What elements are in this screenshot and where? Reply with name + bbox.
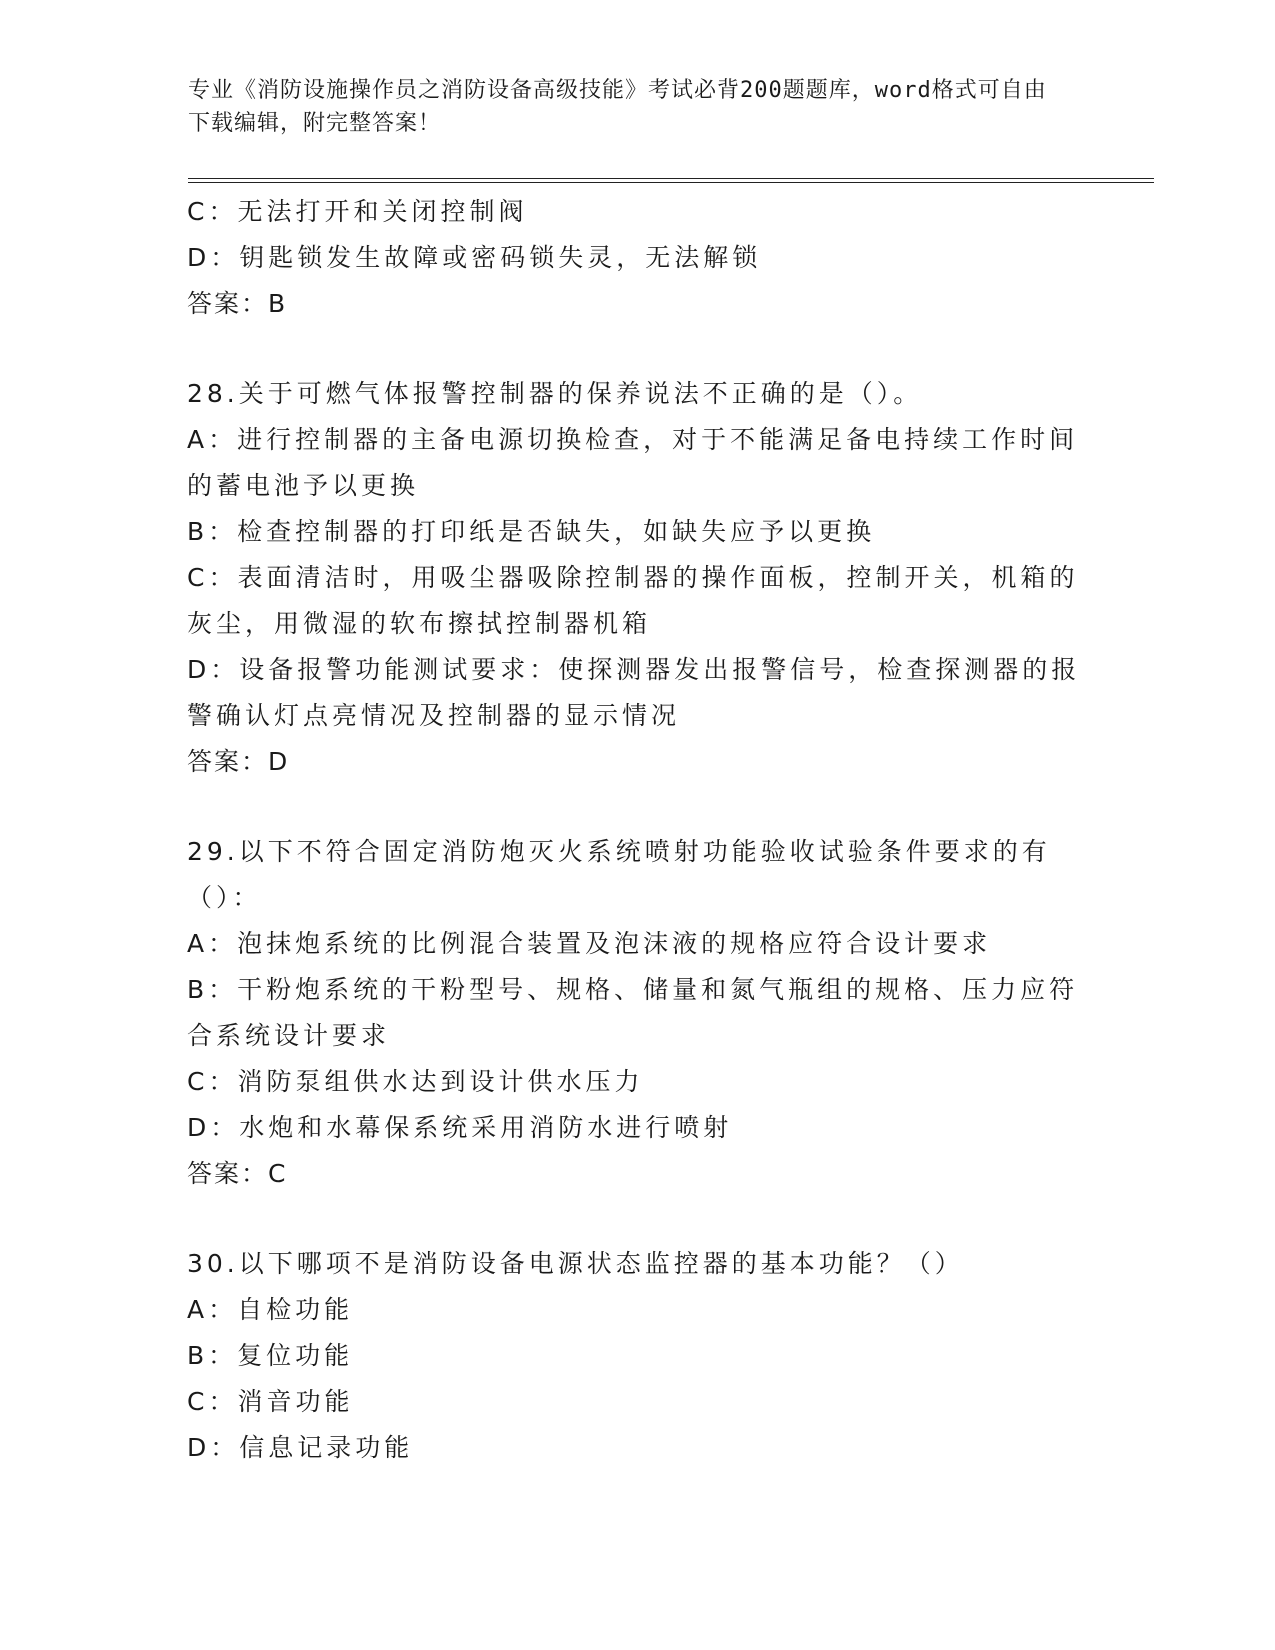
- question-block-28: [187, 371, 1087, 785]
- header-double-rule: [188, 178, 1154, 183]
- q27-answer: 答案：B: [187, 289, 288, 318]
- option-b: B：复位功能: [187, 1341, 354, 1370]
- option-b: B：检查控制器的打印纸是否缺失，如缺失应予以更换: [187, 517, 876, 546]
- option-d: D：水炮和水幕保系统采用消防水进行喷射: [187, 1113, 733, 1142]
- option-c: C：表面清洁时，用吸尘器吸除控制器的操作面板，控制开关，机箱的灰尘，用微湿的软布擦拭控制器机箱: [187, 563, 1079, 638]
- option-a: A：进行控制器的主备电源切换检查，对于不能满足备电持续工作时间的蓄电池予以更换: [187, 425, 1079, 500]
- question-stem: 30.以下哪项不是消防设备电源状态监控器的基本功能？（）: [187, 1249, 964, 1278]
- q27-option-d: D：钥匙锁发生故障或密码锁失灵，无法解锁: [187, 243, 762, 272]
- option-d: D：信息记录功能: [187, 1433, 414, 1462]
- option-a: A：泡抹炮系统的比例混合装置及泡沫液的规格应符合设计要求: [187, 929, 992, 958]
- option-a: A：自检功能: [187, 1295, 354, 1324]
- answer-line: 答案：C: [187, 1159, 288, 1188]
- question-spacer: [187, 1197, 1087, 1241]
- option-d: D：设备报警功能测试要求：使探测器发出报警信号，检查探测器的报警确认灯点亮情况及控制器的显示情况: [187, 655, 1081, 730]
- question-spacer: [187, 327, 1087, 371]
- question-stem: 29.以下不符合固定消防炮灭火系统喷射功能验收试验条件要求的有（）：: [187, 837, 1051, 912]
- option-c: C：消音功能: [187, 1387, 354, 1416]
- question-stem: 28.关于可燃气体报警控制器的保养说法不正确的是（）。: [187, 379, 923, 408]
- question-spacer: [187, 785, 1087, 829]
- option-b: B：干粉炮系统的干粉型号、规格、储量和氮气瓶组的规格、压力应符合系统设计要求: [187, 975, 1079, 1050]
- question-block-29: [187, 829, 1087, 1197]
- option-c: C：消防泵组供水达到设计供水压力: [187, 1067, 644, 1096]
- q27-option-c: C：无法打开和关闭控制阀: [187, 197, 528, 226]
- question-content: [187, 189, 1087, 1471]
- answer-line: 答案：D: [187, 747, 290, 776]
- page-header-title: 专业《消防设施操作员之消防设备高级技能》考试必背200题题库，word格式可自由下载编辑，附完整答案！: [188, 78, 1047, 136]
- question-block-30: [187, 1241, 1087, 1471]
